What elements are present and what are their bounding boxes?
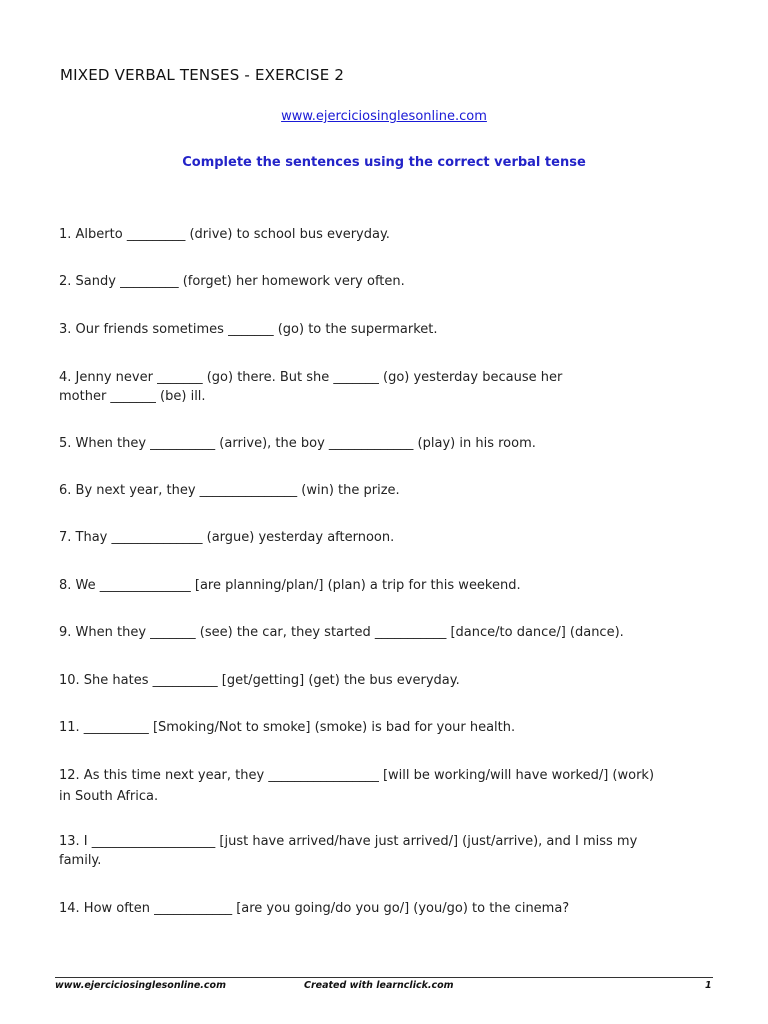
question-14 [59,899,709,918]
question-line: 13. I ___________________ [just have arrived/have just arrived/] (just/arrive), and I miss my [59,834,638,849]
question-2 [59,272,709,291]
question-line: 11. __________ [Smoking/Not to smoke] (smoke) is bad for your health. [59,720,516,735]
question-line: 6. By next year, they _______________ (win) the prize. [59,483,400,498]
instruction-text: Complete the sentences using the correct verbal tense [182,155,586,170]
question-12 [59,765,709,807]
question-10 [59,671,709,690]
footer-credit: Created with learnclick.com [304,980,454,991]
question-7 [59,528,709,547]
footer-divider [55,977,713,978]
question-line: 1. Alberto _________ (drive) to school bus everyday. [59,227,390,242]
question-1 [59,225,709,244]
question-line-continued: mother _______ (be) ill. [59,389,206,404]
page-title: MIXED VERBAL TENSES - EXERCISE 2 [60,66,345,84]
question-11 [59,718,709,737]
question-line: 5. When they __________ (arrive), the boy _____________ (play) in his room. [59,436,536,451]
question-line-continued: in South Africa. [59,789,159,804]
question-line-continued: family. [59,853,102,868]
question-line: 10. She hates __________ [get/getting] (get) the bus everyday. [59,673,460,688]
question-8 [59,576,709,595]
question-9 [59,623,709,642]
question-4 [59,368,709,406]
footer-site: www.ejerciciosinglesonline.com [55,980,226,991]
question-3 [59,320,709,339]
page-number: 1 [705,980,712,991]
question-line: 9. When they _______ (see) the car, they started ___________ [dance/to dance/] (dance). [59,625,624,640]
question-line: 12. As this time next year, they _________________ [will be working/will have worked/] (work) [59,768,655,783]
question-line: 14. How often ____________ [are you going/do you go/] (you/go) to the cinema? [59,901,570,916]
question-line: 2. Sandy _________ (forget) her homework very often. [59,274,405,289]
site-link[interactable]: www.ejerciciosinglesonline.com [281,109,487,124]
question-line: 7. Thay ______________ (argue) yesterday afternoon. [59,530,395,545]
question-line: 8. We ______________ [are planning/plan/] (plan) a trip for this weekend. [59,578,521,593]
question-6 [59,481,709,500]
question-5 [59,434,709,453]
question-line: 3. Our friends sometimes _______ (go) to the supermarket. [59,322,438,337]
question-line: 4. Jenny never _______ (go) there. But she _______ (go) yesterday because her [59,370,563,385]
question-13 [59,832,709,870]
